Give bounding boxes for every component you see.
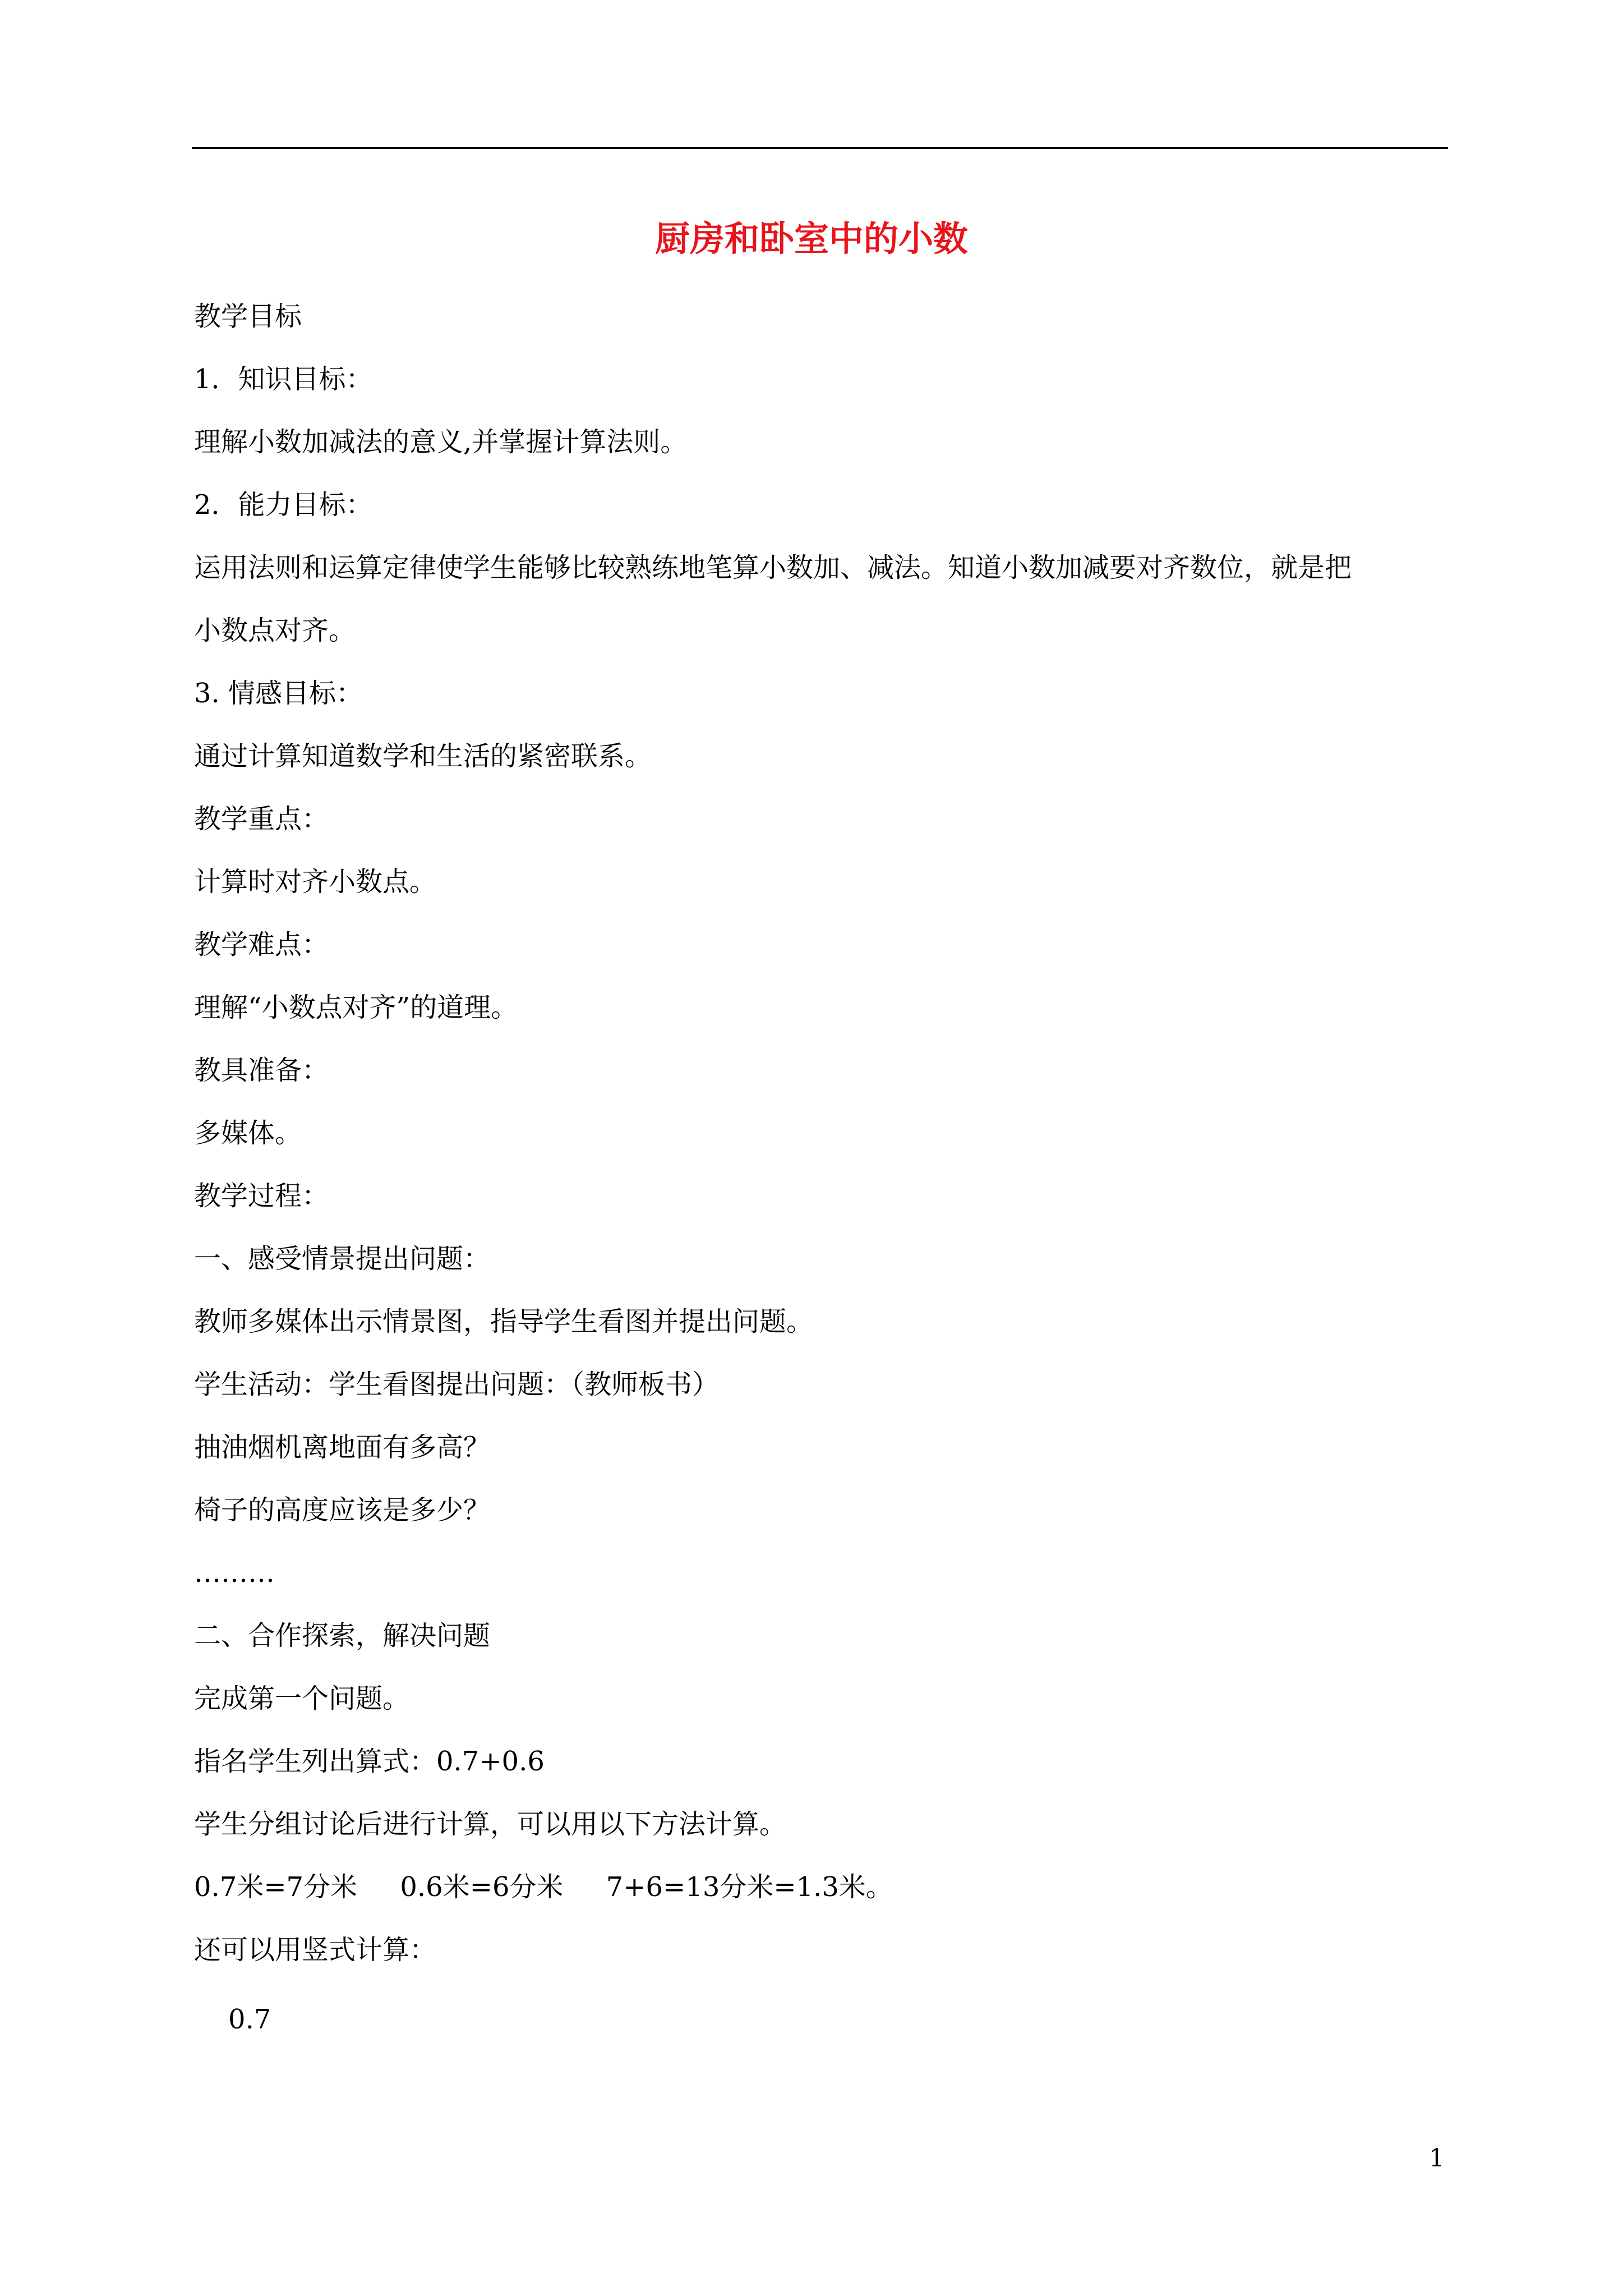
paragraph: 椅子的高度应该是多少？ bbox=[194, 1494, 491, 1526]
section-heading-difficulty: 教学难点： bbox=[194, 929, 329, 960]
paragraph: 理解小数加减法的意义,并掌握计算法则。 bbox=[194, 426, 688, 458]
paragraph: 完成第一个问题。 bbox=[194, 1683, 410, 1714]
subsection-heading: 二、合作探索，解决问题 bbox=[194, 1620, 491, 1651]
section-heading-objectives: 教学目标 bbox=[194, 301, 302, 332]
page-number: 1 bbox=[1429, 2144, 1445, 2173]
paragraph: 通过计算知道数学和生活的紧密联系。 bbox=[194, 740, 652, 772]
paragraph: 抽油烟机离地面有多高？ bbox=[194, 1432, 491, 1463]
paragraph: 多媒体。 bbox=[194, 1117, 302, 1149]
paragraph: 小数点对齐。 bbox=[194, 615, 356, 646]
vertical-calc-line: 0.7 bbox=[194, 2004, 271, 2035]
paragraph: 0.7米=7分米 0.6米=6分米 7+6=13分米=1.3米。 bbox=[194, 1871, 893, 1903]
header-rule bbox=[192, 147, 1448, 149]
paragraph: 理解“小数点对齐”的道理。 bbox=[194, 992, 518, 1023]
paragraph: 运用法则和运算定律使学生能够比较熟练地笔算小数加、减法。知道小数加减要对齐数位，就是把 bbox=[194, 552, 1352, 583]
paragraph: 计算时对齐小数点。 bbox=[194, 866, 437, 898]
paragraph: 指名学生列出算式：0.7+0.6 bbox=[194, 1746, 545, 1777]
subsection-heading: 一、感受情景提出问题： bbox=[194, 1243, 491, 1274]
list-item: 2．能力目标： bbox=[194, 489, 373, 521]
paragraph: 教师多媒体出示情景图，指导学生看图并提出问题。 bbox=[194, 1306, 814, 1337]
paragraph: 还可以用竖式计算： bbox=[194, 1934, 437, 1966]
section-heading-process: 教学过程： bbox=[194, 1180, 329, 1212]
page-title: 厨房和卧室中的小数 bbox=[654, 218, 968, 259]
paragraph: 学生分组讨论后进行计算，可以用以下方法计算。 bbox=[194, 1809, 787, 1840]
section-heading-materials: 教具准备： bbox=[194, 1055, 329, 1086]
section-heading-key-point: 教学重点： bbox=[194, 803, 329, 835]
list-item: 3. 情感目标： bbox=[194, 678, 363, 709]
list-item: 1．知识目标： bbox=[194, 364, 373, 395]
paragraph: 学生活动：学生看图提出问题：（教师板书） bbox=[194, 1369, 720, 1400]
ellipsis: ……… bbox=[194, 1557, 275, 1589]
